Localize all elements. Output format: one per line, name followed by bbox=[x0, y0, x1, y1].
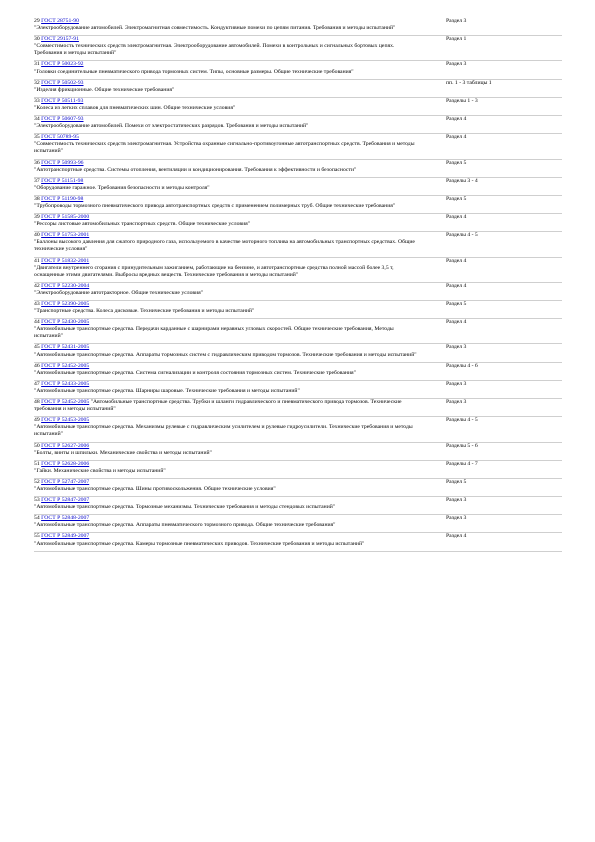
standard-title: "Автомобильные транспортные средства. Механизмы рулевые с гидравлическим усилителем и рулевые гидроусилители. Технические требования и методы испытаний" bbox=[34, 424, 413, 438]
list-item bbox=[34, 196, 562, 214]
section-reference: Раздел 3 bbox=[446, 18, 467, 24]
standard-link[interactable]: ГОСТ Р 51190-98 bbox=[41, 195, 84, 202]
list-item bbox=[34, 515, 562, 533]
entry-number: 47 bbox=[34, 380, 40, 387]
entry-text bbox=[34, 363, 422, 377]
standard-title: "Электрооборудование автомобилей. Помехи от электростатических разрядов. Требования и методы испытаний" bbox=[34, 123, 309, 130]
standard-title: "Болты, винты и шпильки. Механические свойства и методы испытаний" bbox=[34, 449, 212, 456]
entry-text bbox=[34, 479, 422, 493]
section-reference: Раздел 4 bbox=[446, 116, 467, 123]
entry-text bbox=[34, 417, 422, 438]
standard-link[interactable]: ГОСТ Р 50511-93 bbox=[41, 97, 84, 104]
list-item bbox=[34, 160, 562, 178]
entry-number: 39 bbox=[34, 214, 40, 221]
standard-link[interactable]: ГОСТ Р 50502-93 bbox=[41, 79, 84, 86]
standard-link[interactable]: ГОСТ Р 52390-2005 bbox=[41, 301, 90, 307]
section-reference: Раздел 3 bbox=[446, 61, 467, 68]
entry-text bbox=[34, 443, 422, 457]
standard-link[interactable]: ГОСТ Р 52847-2007 bbox=[41, 497, 90, 504]
standard-link[interactable]: ГОСТ Р 51832-2001 bbox=[41, 257, 90, 264]
standard-title: "Автотранспортные средства. Системы отопления, вентиляции и кондиционирования. Требования к эффективности и безопасности" bbox=[34, 166, 357, 173]
standard-link[interactable]: ГОСТ 28751-90 bbox=[41, 18, 79, 24]
entry-text bbox=[34, 515, 422, 529]
entry-text bbox=[34, 116, 422, 130]
standard-title: "Автомобильные транспортные средства. Камеры тормозные пневматических приводов. Технические требования и методы испытаний" bbox=[34, 540, 365, 547]
standard-link[interactable]: ГОСТ Р 52431-2005 bbox=[41, 344, 90, 351]
section-reference: Раздел 3 bbox=[446, 497, 467, 504]
standard-title: "Баллоны высокого давления для сжатого природного газа, используемого в качестве моторного топлива на автомобильных транспортных средствах. Общие технические условия" bbox=[34, 239, 415, 253]
entry-number: 54 bbox=[34, 515, 40, 522]
list-item bbox=[34, 301, 562, 319]
entry-number: 55 bbox=[34, 533, 40, 540]
list-item bbox=[34, 417, 562, 442]
standard-link[interactable]: ГОСТ 50789-95 bbox=[41, 134, 79, 141]
entry-number: 42 bbox=[34, 282, 40, 289]
list-item bbox=[34, 61, 562, 79]
entry-number: 49 bbox=[34, 417, 40, 424]
standard-title: "Транспортные средства. Колеса дисковые. Технические требования и методы испытаний" bbox=[34, 308, 255, 315]
standard-link[interactable]: ГОСТ Р 52433-2005 bbox=[41, 380, 90, 387]
entry-number: 38 bbox=[34, 195, 40, 202]
entry-text bbox=[34, 283, 422, 297]
standard-link[interactable]: ГОСТ 29157-91 bbox=[41, 36, 79, 43]
standard-link[interactable]: ГОСТ Р 50993-96 bbox=[41, 159, 84, 166]
standard-link[interactable]: ГОСТ Р 51753-2001 bbox=[41, 232, 90, 239]
entry-number: 37 bbox=[34, 177, 40, 184]
entry-number: 41 bbox=[34, 257, 40, 264]
standard-title: "Автомобильные транспортные средства. Шины противоскольжения. Общие технические условия" bbox=[34, 485, 276, 492]
list-item bbox=[34, 443, 562, 461]
list-item bbox=[34, 479, 562, 497]
entry-text bbox=[34, 18, 422, 32]
list-item bbox=[34, 283, 562, 301]
section-reference: Раздел 3 bbox=[446, 344, 467, 351]
standard-title: "Автомобильные транспортные средства. Система сигнализации и контроля состояния тормозных систем. Технические требования" bbox=[34, 369, 356, 376]
standard-link[interactable]: ГОСТ Р 52230-2004 bbox=[41, 282, 90, 289]
entry-number: 33 bbox=[34, 97, 40, 104]
section-reference: Раздел 4 bbox=[446, 214, 467, 221]
section-reference: Разделы 4 - 5 bbox=[446, 232, 478, 239]
standard-link[interactable]: ГОСТ Р 52453-2005 bbox=[41, 417, 90, 424]
standard-link[interactable]: ГОСТ Р 50023-92 bbox=[41, 61, 84, 68]
standard-title: "Электрооборудование автотракторное. Общие технические условия" bbox=[34, 289, 204, 296]
standard-title: "Рессоры листовые автомобильных транспортных средств. Общие технические условия" bbox=[34, 221, 251, 228]
entry-text bbox=[34, 214, 422, 228]
entry-number: 29 bbox=[34, 18, 40, 24]
entry-text bbox=[34, 344, 422, 358]
entry-text bbox=[34, 381, 422, 395]
section-reference: Раздел 3 bbox=[446, 380, 467, 387]
entry-text bbox=[34, 61, 422, 75]
standard-link[interactable]: ГОСТ Р 52452-2005 bbox=[41, 399, 90, 406]
list-item bbox=[34, 116, 562, 134]
standards-list bbox=[34, 18, 562, 552]
standard-title: "Гайки. Механические свойства и методы испытаний" bbox=[34, 467, 166, 474]
standard-link[interactable]: ГОСТ Р 50607-93 bbox=[41, 116, 84, 123]
entry-text bbox=[34, 461, 422, 475]
section-reference: Разделы 4 - 7 bbox=[446, 460, 478, 467]
section-reference: Раздел 5 bbox=[446, 478, 467, 485]
entry-text bbox=[34, 258, 422, 279]
standard-title: "Совместимость технических средств электромагнитная. Устройства охранные сигнально-противоугонные автотранспортных средств. Требования и методы испытаний" bbox=[34, 141, 415, 155]
section-reference: Раздел 4 bbox=[446, 134, 467, 141]
entry-text bbox=[34, 196, 422, 210]
section-reference: Раздел 5 bbox=[446, 159, 467, 166]
standard-link[interactable]: ГОСТ Р 52430-2005 bbox=[41, 319, 90, 326]
list-item bbox=[34, 134, 562, 159]
entry-text bbox=[34, 319, 422, 340]
section-reference: Разделы 5 - 6 bbox=[446, 442, 478, 449]
entry-number: 31 bbox=[34, 61, 40, 68]
entry-number: 35 bbox=[34, 134, 40, 141]
entry-number: 30 bbox=[34, 36, 40, 43]
section-reference: Раздел 4 bbox=[446, 282, 467, 289]
standard-title: "Электрооборудование автомобилей. Электромагнитная совместимость. Кондуктивные помехи по цепям питания. Требования и методы испытаний" bbox=[34, 25, 396, 32]
standard-link[interactable]: ГОСТ Р 52452-2005 bbox=[41, 362, 90, 369]
standard-title: "Автомобильные транспортные средства. Передачи карданные с шарнирами неравных угловых скоростей. Общие технические требования, Методы испытаний" bbox=[34, 326, 394, 340]
standard-title: "Колеса из легких сплавов для пневматических шин. Общие технические условия" bbox=[34, 104, 236, 111]
entry-text bbox=[34, 301, 422, 315]
standard-title: "Автомобильные транспортные средства. Шарниры шаровые. Технические требования и методы испытаний" bbox=[34, 387, 300, 394]
entry-number: 52 bbox=[34, 478, 40, 485]
list-item bbox=[34, 178, 562, 196]
standard-title: "Изделия фрикционные. Общие технические требования" bbox=[34, 86, 175, 93]
standard-link[interactable]: ГОСТ Р 52628-2006 bbox=[41, 460, 90, 467]
standard-link[interactable]: ГОСТ Р 51585-2000 bbox=[41, 214, 90, 221]
standard-title: "Автомобильные транспортные средства. Тормозные механизмы. Технические требования и методы стендовых испытаний" bbox=[34, 504, 336, 511]
entry-number: 44 bbox=[34, 319, 40, 326]
entry-number: 48 bbox=[34, 399, 40, 406]
list-item bbox=[34, 232, 562, 257]
entry-number: 51 bbox=[34, 460, 40, 467]
section-reference: Раздел 4 bbox=[446, 257, 467, 264]
entry-text bbox=[34, 98, 422, 112]
section-reference: Раздел 3 bbox=[446, 399, 467, 406]
section-reference: Раздел 4 bbox=[446, 319, 467, 326]
standard-link[interactable]: ГОСТ Р 51151-98 bbox=[41, 177, 84, 184]
entry-text bbox=[34, 134, 422, 155]
entry-text bbox=[34, 533, 422, 547]
list-item bbox=[34, 80, 562, 98]
section-reference: пп. 1 - 3 таблицы 1 bbox=[446, 79, 492, 86]
list-item bbox=[34, 36, 562, 61]
section-reference: Разделы 3 - 4 bbox=[446, 177, 478, 184]
standard-title: "Оборудование гаражное. Требования безопасности и методы контроля" bbox=[34, 184, 210, 191]
section-reference: Раздел 5 bbox=[446, 301, 467, 307]
list-item bbox=[34, 363, 562, 381]
standard-title: "Двигатели внутреннего сгорания с принудительным зажиганием, работающие на бензине, и автотранспортные средства полной массой более 3,5 т, оснащенные этими двигателями. Выбросы вредных веществ. Технические требования и методы испытаний" bbox=[34, 264, 394, 278]
section-reference: Раздел 4 bbox=[446, 533, 467, 540]
list-item bbox=[34, 461, 562, 479]
section-reference: Раздел 3 bbox=[446, 515, 467, 522]
list-item bbox=[34, 214, 562, 232]
entry-number: 53 bbox=[34, 497, 40, 504]
list-item bbox=[34, 319, 562, 344]
standard-title: "Автомобильные транспортные средства. Аппараты пневматического тормозного привода. Общие технические требования" bbox=[34, 522, 336, 529]
list-item bbox=[34, 98, 562, 116]
standard-title: "Головки соединительные пневматического привода тормозных систем. Типы, основные размеры. Общие технические требования" bbox=[34, 68, 354, 75]
section-reference: Раздел 5 bbox=[446, 195, 467, 202]
standard-link[interactable]: ГОСТ Р 52747-2007 bbox=[41, 478, 90, 485]
list-item bbox=[34, 381, 562, 399]
list-item bbox=[34, 533, 562, 551]
entry-text bbox=[34, 399, 422, 413]
entry-number: 40 bbox=[34, 232, 40, 239]
entry-number: 36 bbox=[34, 159, 40, 166]
list-item bbox=[34, 344, 562, 362]
entry-text bbox=[34, 497, 422, 511]
list-item bbox=[34, 18, 562, 36]
section-reference: Раздел 1 bbox=[446, 36, 467, 43]
standard-title: "Совместимость технических средств электромагнитная. Электрооборудование автомобилей. Помехи в контрольных и сигнальных бортовых цепях. Требования и методы испытаний" bbox=[34, 43, 395, 57]
standard-link[interactable]: ГОСТ Р 52848-2007 bbox=[41, 515, 90, 522]
entry-number: 32 bbox=[34, 79, 40, 86]
entry-text bbox=[34, 232, 422, 253]
list-item bbox=[34, 497, 562, 515]
entry-number: 45 bbox=[34, 344, 40, 351]
entry-text bbox=[34, 178, 422, 192]
section-reference: Разделы 1 - 3 bbox=[446, 97, 478, 104]
entry-number: 43 bbox=[34, 301, 40, 307]
standard-title: "Автомобильные транспортные средства. Трубки и шланги гидравлического и пневматического привода тормозов. Технические требования и методы испытаний" bbox=[34, 399, 402, 413]
section-reference: Разделы 4 - 6 bbox=[446, 362, 478, 369]
entry-text bbox=[34, 80, 422, 94]
standard-link[interactable]: ГОСТ Р 52627-2006 bbox=[41, 442, 90, 449]
standard-title: "Трубопроводы тормозного пневматического привода автотранспортных средств с применением полимерных труб. Общие технические требования" bbox=[34, 202, 396, 209]
entry-number: 34 bbox=[34, 116, 40, 123]
entry-number: 46 bbox=[34, 362, 40, 369]
section-reference: Разделы 4 - 5 bbox=[446, 417, 478, 424]
standard-link[interactable]: ГОСТ Р 52849-2007 bbox=[41, 533, 90, 540]
entry-number: 50 bbox=[34, 442, 40, 449]
standard-title: "Автомобильные транспортные средства. Аппараты тормозных систем с гидравлическим приводом тормозов. Технические требования и методы испытаний" bbox=[34, 351, 417, 358]
list-item bbox=[34, 258, 562, 283]
entry-text bbox=[34, 36, 422, 57]
entry-text bbox=[34, 160, 422, 174]
list-item bbox=[34, 399, 562, 417]
